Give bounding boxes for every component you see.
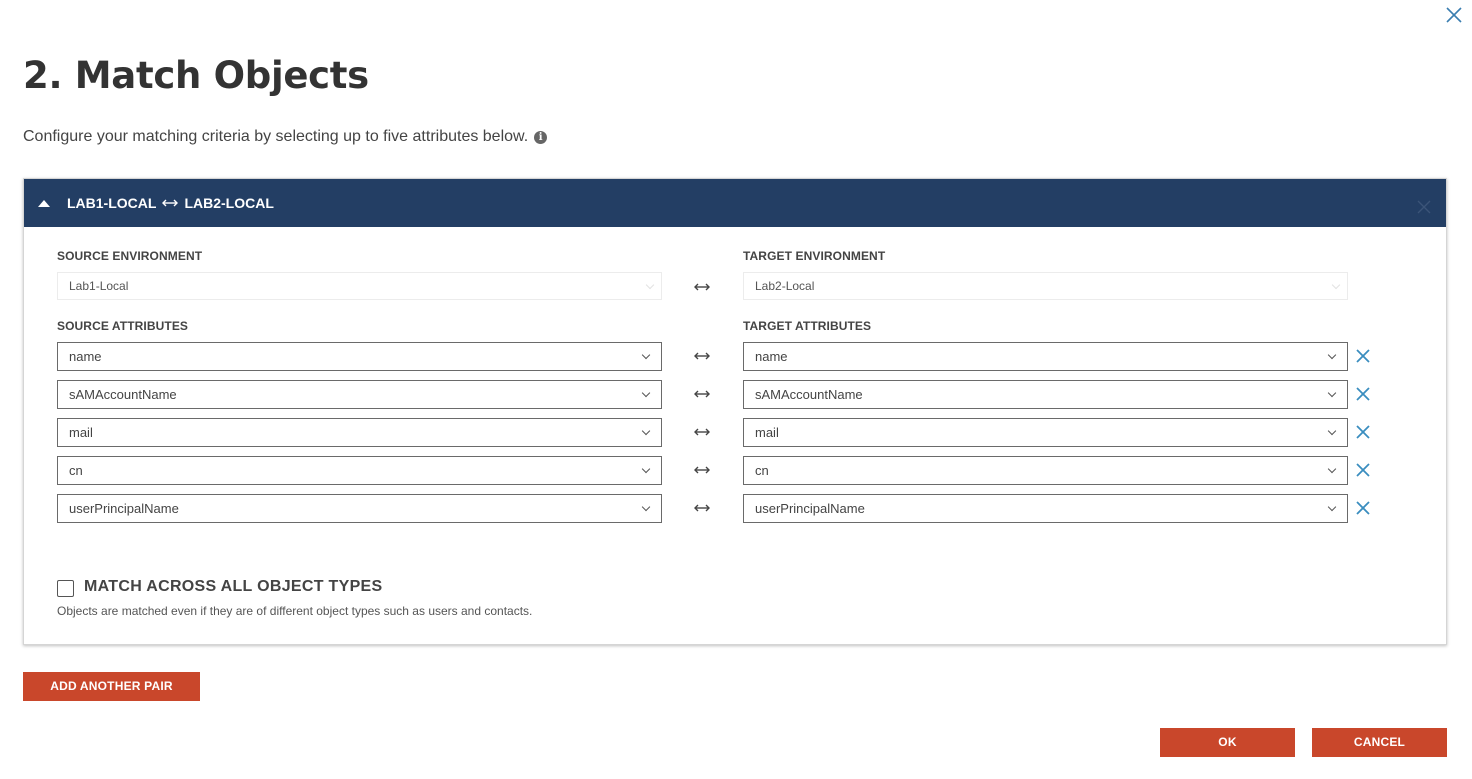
pair-target-name: LAB2-LOCAL: [184, 195, 274, 211]
pair-title: [67, 195, 274, 211]
chevron-down-icon: [1332, 281, 1340, 289]
select-value: cn: [69, 463, 83, 478]
double-arrow-icon: [693, 282, 711, 292]
select-value: name: [755, 349, 788, 364]
environment-pair-panel: [23, 178, 1447, 645]
remove-row-x-icon[interactable]: [1356, 501, 1370, 515]
target-attribute-select[interactable]: [743, 456, 1348, 485]
source-attribute-select[interactable]: [57, 494, 662, 523]
page-title: 2. Match Objects: [23, 54, 369, 97]
source-attribute-select[interactable]: [57, 456, 662, 485]
chevron-down-icon: [1328, 465, 1336, 473]
add-another-pair-button[interactable]: ADD ANOTHER PAIR: [23, 672, 200, 701]
select-value: mail: [69, 425, 93, 440]
ok-button[interactable]: OK: [1160, 728, 1295, 757]
target-environment-field: [743, 272, 1348, 300]
subtitle: [23, 128, 547, 146]
chevron-down-icon: [642, 351, 650, 359]
target-attribute-select[interactable]: [743, 380, 1348, 409]
target-attribute-select[interactable]: [743, 494, 1348, 523]
close-dialog-icon[interactable]: [1443, 4, 1465, 26]
chevron-down-icon: [1328, 389, 1336, 397]
pair-source-name: LAB1-LOCAL: [67, 195, 157, 211]
chevron-down-icon: [1328, 427, 1336, 435]
remove-row-x-icon[interactable]: [1356, 349, 1370, 363]
select-value: userPrincipalName: [69, 501, 179, 516]
select-value: sAMAccountName: [69, 387, 177, 402]
select-value: mail: [755, 425, 779, 440]
double-arrow-icon: [693, 503, 711, 513]
chevron-down-icon: [642, 465, 650, 473]
target-attribute-select[interactable]: [743, 342, 1348, 371]
target-attribute-select[interactable]: [743, 418, 1348, 447]
target-attributes-label: TARGET ATTRIBUTES: [743, 319, 872, 333]
pair-header[interactable]: [24, 179, 1446, 227]
info-icon[interactable]: i: [534, 131, 547, 144]
target-environment-label: TARGET ENVIRONMENT: [743, 249, 886, 263]
source-environment-value: Lab1-Local: [69, 279, 129, 293]
select-value: cn: [755, 463, 769, 478]
source-environment-field: [57, 272, 662, 300]
remove-row-x-icon[interactable]: [1356, 387, 1370, 401]
chevron-down-icon: [642, 427, 650, 435]
double-arrow-icon: [693, 389, 711, 399]
select-value: name: [69, 349, 102, 364]
remove-pair-icon[interactable]: [1416, 199, 1432, 215]
chevron-down-icon: [642, 503, 650, 511]
cancel-button[interactable]: CANCEL: [1312, 728, 1447, 757]
double-arrow-icon: [162, 199, 178, 207]
source-attribute-select[interactable]: [57, 418, 662, 447]
chevron-down-icon: [646, 281, 654, 289]
match-across-all-label[interactable]: MATCH ACROSS ALL OBJECT TYPES: [84, 578, 383, 595]
double-arrow-icon: [693, 427, 711, 437]
source-environment-label: SOURCE ENVIRONMENT: [57, 249, 203, 263]
source-attributes-label: SOURCE ATTRIBUTES: [57, 319, 189, 333]
select-value: sAMAccountName: [755, 387, 863, 402]
remove-row-x-icon[interactable]: [1356, 425, 1370, 439]
target-environment-value: Lab2-Local: [755, 279, 815, 293]
chevron-down-icon: [642, 389, 650, 397]
source-attribute-select[interactable]: [57, 342, 662, 371]
subtitle-text: Configure your matching criteria by selecting up to five attributes below.: [23, 128, 529, 145]
double-arrow-icon: [693, 351, 711, 361]
source-attribute-select[interactable]: [57, 380, 662, 409]
chevron-down-icon: [1328, 503, 1336, 511]
match-across-all-help: Objects are matched even if they are of different object types such as users and contacts.: [57, 604, 533, 618]
match-across-all-checkbox[interactable]: [57, 580, 74, 597]
chevron-down-icon: [1328, 351, 1336, 359]
double-arrow-icon: [693, 465, 711, 475]
collapse-triangle-icon[interactable]: [38, 200, 50, 207]
select-value: userPrincipalName: [755, 501, 865, 516]
remove-row-x-icon[interactable]: [1356, 463, 1370, 477]
